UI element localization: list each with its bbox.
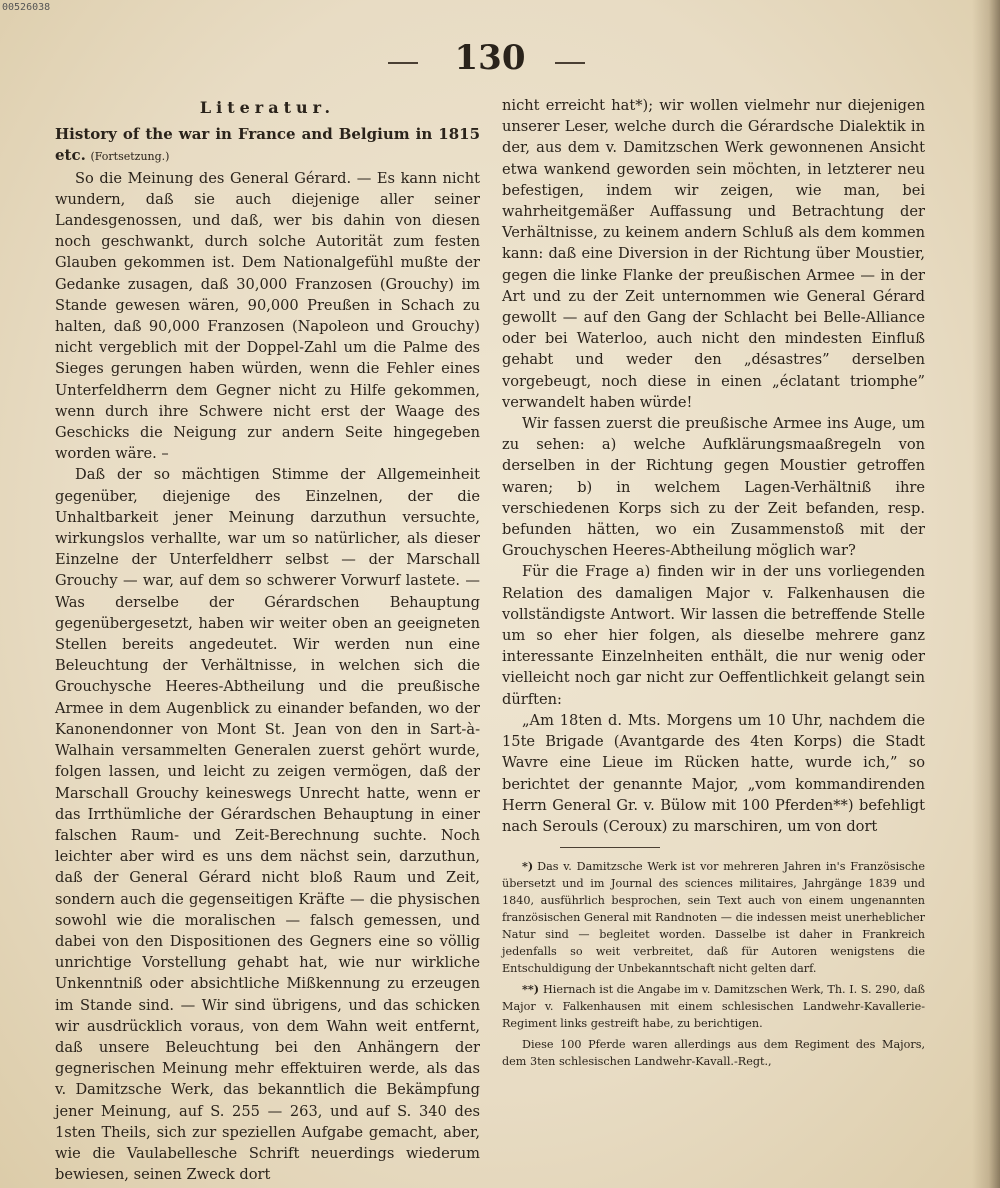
footnote-text: Das v. Damitzsche Werk ist vor mehreren Jahren in's Französische übersetzt und im Journal des sciences militaires, Jahrgänge 1839 und 1840, ausführlich besprochen, sein Text auch von einem ungenannten französischen General mit Randnoten — die indessen meist unerheblicher Natur sind — begleitet worden. Dasselbe ist daher in Frankreich jedenfalls so weit verbreitet, daß für Autoren wenigstens die Entschuldigung der Unbekanntschaft nicht gelten darf.	[502, 860, 925, 976]
paragraph: Daß der so mächtigen Stimme der Allgemeinheit gegenüber, diejenige des Einzelnen, der die Unhaltbarkeit jener Meinung darzuthun versuchte, wirkungslos verhallte, war um so natürlicher, als dieser Einzelne der Unterfeldherr selbst — der Marschall Grouchy — war, auf dem so schwerer Vorwurf lastete. — Was derselbe der Gérardschen Behauptung gegenübergesetzt, haben wir weiter oben an geeigneten Stellen bereits angedeutet. Wir werden nun eine Beleuchtung der Verhältnisse, in welchen sich die Grouchysche Heeres-Abtheilung und die preußische Armee in dem Augenblick zu einander befanden, wo der Kanonendonner von Mont St. Jean von den in Sart-à-Walhain versammelten Generalen zuerst gehört wurde, folgen lassen, und leicht zu zeigen vermögen, daß der Marschall Grouchy keineswegs Unrecht hatte, wenn er das Irrthümliche der Gérardschen Behauptung in einer falschen Raum- und Zeit-Berechnung suchte. Noch leichter aber wird es uns dem nächst sein, darzuthun, daß der General Gérard nicht bloß Raum und Zeit, sondern auch die gegenseitigen Kräfte — die physischen sowohl wie die moralischen — falsch gemessen, und dabei von den Dispositionen des Gegners eine so völlig unrichtige Vorstellung gehabt hat, wie nur wirkliche Unkenntniß oder absichtliche Mißkennung zu erzeugen im Stande sind. — Wir sind übrigens, und das schicken wir ausdrücklich voraus, von dem Wahn weit entfernt, daß unsere Beleuchtung bei den Anhängern der gegnerischen Meinung mehr effektuiren werde, als das v. Damitzsche Werk, das bekanntlich die Bekämpfung jener Meinung, auf S. 255 — 263, und auf S. 340 des 1sten Theils, sich zur speziellen Aufgabe gemacht, aber, wie die Vaulabellesche Schrift neuerdings wiederum bewiesen, seinen Zweck dort	[55, 466, 480, 1184]
footnote-divider	[560, 847, 660, 848]
header-rule-left	[388, 62, 418, 64]
paragraph: Wir fassen zuerst die preußische Armee ins Auge, um zu sehen: a) welche Aufklärungsmaaßregeln von derselben in der Richtung gegen Moustier getroffen waren; b) in welchem Lagen-Verhältniß ihre verschiedenen Korps sich zu der Zeit befanden, resp. befunden hätten, wo ein Zusammenstoß mit der Grouchyschen Heeres-Abtheilung möglich war?	[502, 415, 925, 560]
paragraph: So die Meinung des General Gérard. — Es kann nicht wundern, daß sie auch diejenige aller seiner Landesgenossen, und daß, wer bis dahin von diesen noch geschwankt, durch solche Autorität zum festen Glauben gekommen ist. Dem Nationalgefühl mußte der Gedanke zusagen, daß 30,000 Franzosen (Grouchy) im Stande gewesen wären, 90,000 Preußen in Schach zu halten, daß 90,000 Franzosen (Napoleon und Grouchy) nicht vergeblich mit der Doppel-Zahl um die Palme des Sieges gerungen haben würden, wenn die Fehler eines Unterfeldherrn dem Gegner nicht zu Hilfe gekommen, wenn durch ihre Schwere nicht erst der Waage des Geschicks die Neigung zur andern Seite hingegeben worden wäre. –	[55, 169, 480, 463]
quoted-report: „Am 18ten d. Mts. Morgens um 10 Uhr, nachdem die 15te Brigade (Avantgarde des 4ten Korps) die Stadt Wavre eine Lieue im Rücken hatte, wurde ich,” so berichtet der genannte Major, „vom kommandirenden Herrn General Gr. v. Bülow mit 100 Pferden**) befehligt nach Serouls (Ceroux) zu marschiren, um von dort	[502, 711, 925, 835]
footnotes	[502, 858, 925, 1070]
footnote	[502, 981, 925, 1032]
footnote	[502, 1036, 925, 1070]
section-title: Literatur.	[199, 98, 336, 117]
footnote-mark: **)	[522, 982, 539, 997]
left-column	[55, 95, 480, 1185]
paragraph: nicht erreicht hat*); wir wollen vielmehr nur diejenigen unserer Leser, welche durch die Gérardsche Dialektik in der, aus dem v. Damitzschen Werk gewonnenen Ansicht etwa wankend geworden sein möchten, in letzterer neu befestigen, indem wir zeigen, wie man, bei wahrheitgemäßer Auffassung und Betrachtung der Verhältnisse, zu keinem andern Schluß als dem kommen kann: daß eine Diversion in der Richtung über Moustier, gegen die linke Flanke der preußischen Armee — in der Art und zu der Zeit unternommen wie General Gérard gewollt — auf den Gang der Schlacht bei Belle-Alliance oder bei Waterloo, auch nicht den mindesten Einfluß gehabt und weder den „désastres” derselben vorgebeugt, noch diese in einen „éclatant triomphe” verwandelt haben würde!	[502, 97, 925, 411]
scan-id: 00526038	[2, 2, 51, 13]
page-number: 130	[454, 38, 526, 78]
footnote-mark: *)	[522, 859, 534, 874]
footnote-text: Hiernach ist die Angabe im v. Damitzschen Werk, Th. I. S. 290, daß Major v. Falkenhausen mit einem schlesischen Landwehr-Kavallerie-Regiment links gestreift habe, zu berichtigen.	[502, 983, 925, 1031]
footnote	[502, 858, 925, 977]
book-title: History of the war in France and Belgium in 1815 etc.	[55, 125, 480, 165]
page-edge-shadow	[972, 0, 1000, 1188]
header-rule-right	[555, 62, 585, 64]
page-header	[0, 38, 1000, 88]
paragraph: Für die Frage a) finden wir in der uns vorliegenden Relation des damaligen Major v. Falkenhausen die vollständigste Antwort. Wir lassen die betreffende Stelle um so eher hier folgen, als dieselbe mehrere ganz interessante Einzelnheiten enthält, die nur wenig oder vielleicht noch gar nicht zur Oeffentlichkeit gelangt sein dürften:	[502, 563, 925, 708]
book-title-line	[55, 124, 480, 167]
right-column	[502, 95, 925, 1074]
footnote-text: Diese 100 Pferde waren allerdings aus dem Regiment des Majors, dem 3ten schlesischen Landwehr-Kavall.-Regt.,	[502, 1038, 925, 1069]
continuation-note: (Fortsetzung.)	[90, 150, 170, 164]
